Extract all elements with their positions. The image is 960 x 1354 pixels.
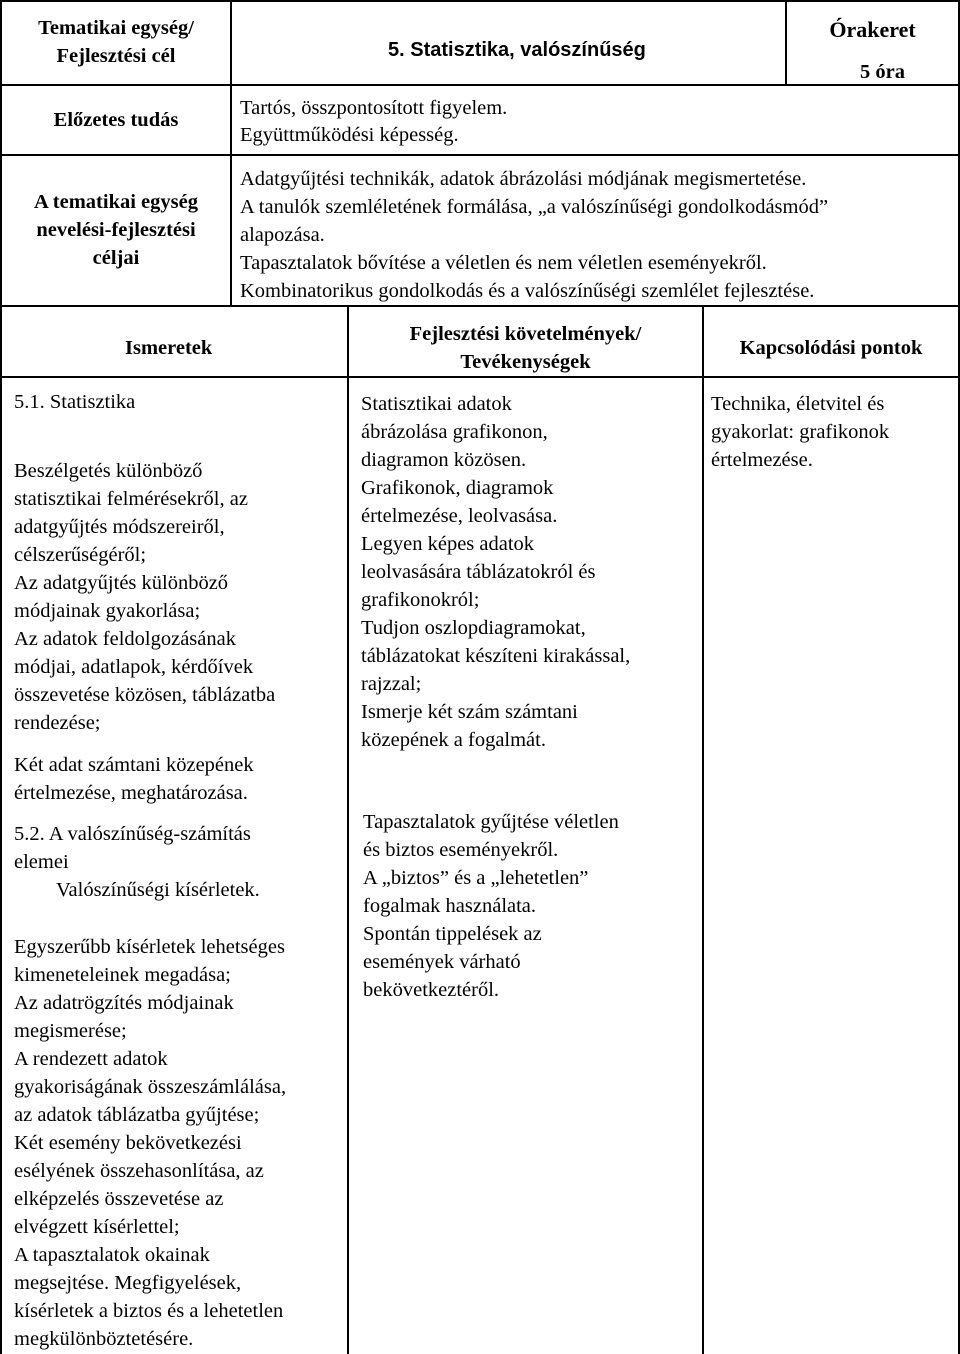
- knowledge-mean-text: Két adat számtani közepének értelmezése, meghatározása.: [14, 754, 254, 804]
- row-divider-columns: [0, 376, 960, 378]
- prior-knowledge-label: Előzetes tudás: [53, 109, 179, 131]
- knowledge-probability-text: Egyszerűbb kísérletek lehetséges kimeneteleinek megadása; Az adatrögzítés módjainak megismerése; A rendezett adatok gyakoriságának összeszámlálása, az adatok táblázatba gyűjtése; Két esemény bekövetkezési esélyének összehasonlítása, az elképzelés összevetése az elvégzett kísérlettel; A tapasztalatok okainak megsejtése. Megfigyelések, kísérletek a biztos és a lehetetlen megkülönböztetésére.: [14, 936, 287, 1350]
- column-header-connections: Kapcsolódási pontok: [739, 337, 923, 359]
- column-header-knowledge: Ismeretek: [125, 337, 213, 359]
- requirements-statistics-text: Statisztikai adatok ábrázolása grafikonon, diagramon közösen. Grafikonok, diagramok értelmezése, leolvasása. Legyen képes adatok leolvasására táblázatokról és grafikonokról; Tudjon oszlopdiagramokat, táblázatokat készíteni kirakással, rajzzal; Ismerje két szám számtani közepének a fogalmát.: [361, 393, 631, 751]
- connections-text: Technika, életvitel és gyakorlat: grafikonok értelmezése.: [711, 393, 890, 471]
- col-divider-label: [230, 0, 232, 305]
- unit-label: Tematikai egység/ Fejlesztési cél: [38, 17, 194, 67]
- row-divider-prior: [0, 154, 960, 156]
- goals-text: Adatgyűjtési technikák, adatok ábrázolási módjának megismertetése. A tanulók szemléletének formálása, „a valószínűségi gondolkodásmód” alapozása. Tapasztalatok bővítése a véletlen és nem véletlen eseményekről. Kombinatorikus gondolkodás és a valószínűségi szemlélet fejlesztése.: [240, 168, 829, 302]
- requirements-probability-text: Tapasztalatok gyűjtése véletlen és biztos eseményekről. A „biztos” és a „lehetetlen” fogalmak használata. Spontán tippelések az események várható bekövetkeztéről.: [363, 811, 619, 1001]
- unit-title: 5. Statisztika, valószínűség: [388, 39, 646, 61]
- goals-label: A tematikai egység nevelési-fejlesztési céljai: [34, 191, 198, 269]
- row-divider-header: [0, 84, 960, 86]
- knowledge-statistics-text: Beszélgetés különböző statisztikai felmérésekről, az adatgyűjtés módszereiről, célszerűségéről; Az adatgyűjtés különböző módjainak gyakorlása; Az adatok feldolgozásának módjai, adatlapok, kérdőívek összevetése közösen, táblázatba rendezése;: [14, 460, 276, 734]
- col-divider-connections: [702, 305, 704, 1354]
- hours-label: Órakeret: [829, 17, 916, 42]
- row-divider-goals: [0, 305, 960, 307]
- knowledge-heading-statistics: 5.1. Statisztika: [14, 391, 136, 413]
- prior-knowledge-text: Tartós, összpontosított figyelem. Együttműködési képesség.: [240, 97, 508, 146]
- col-divider-knowledge: [347, 305, 349, 1354]
- hours-value: 5 óra: [860, 61, 905, 83]
- table-border-top: [0, 0, 960, 2]
- column-header-requirements: Fejlesztési követelmények/ Tevékenységek: [409, 323, 642, 373]
- knowledge-heading-probability: 5.2. A valószínűség-számítás elemei Valószínűségi kísérletek.: [14, 823, 260, 901]
